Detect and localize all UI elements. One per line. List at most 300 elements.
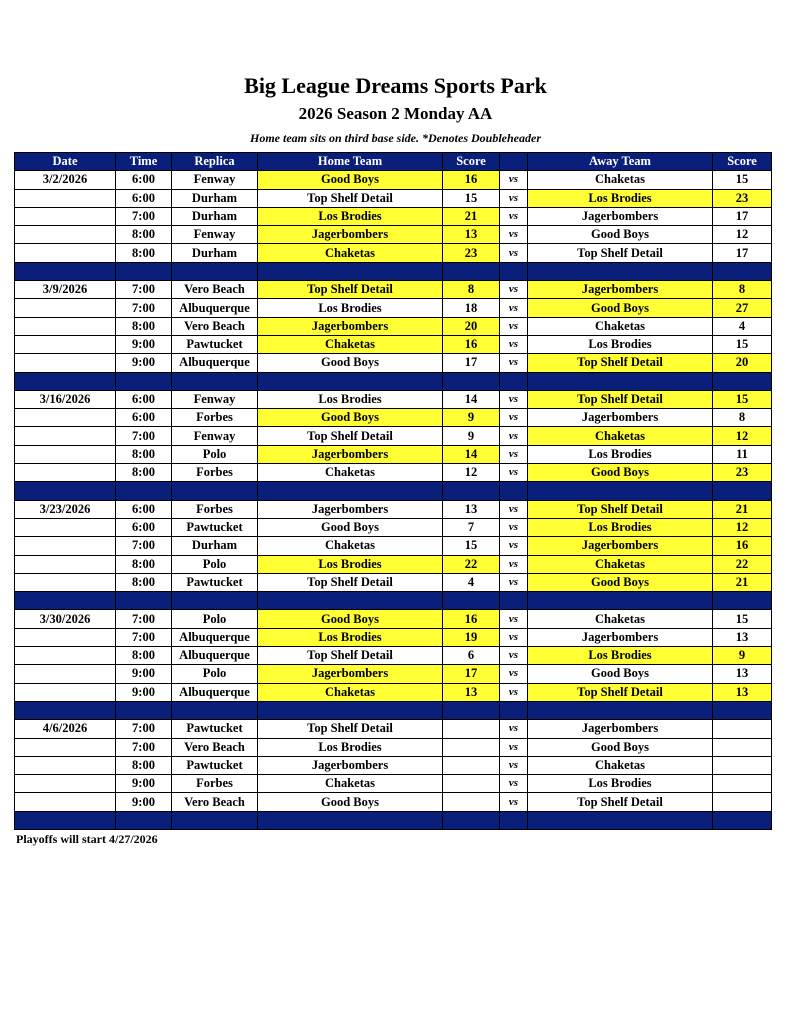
field-replica: Pawtucket: [172, 720, 258, 738]
separator-cell: [258, 592, 443, 610]
field-replica: Forbes: [172, 464, 258, 482]
away-score: [713, 738, 772, 756]
field-replica: Albuquerque: [172, 299, 258, 317]
away-score: 13: [713, 683, 772, 701]
away-score: [713, 720, 772, 738]
separator-cell: [172, 592, 258, 610]
away-team: Chaketas: [528, 756, 713, 774]
game-time: 6:00: [116, 189, 172, 207]
home-score: [443, 720, 500, 738]
schedule-note: Home team sits on third base side. *Denotes Doubleheader: [250, 131, 541, 145]
game-row: [15, 464, 772, 482]
home-score: 20: [443, 317, 500, 335]
game-date: 3/9/2026: [15, 281, 116, 299]
game-time: 6:00: [116, 518, 172, 536]
home-team: Jagerbombers: [258, 317, 443, 335]
game-row: [15, 500, 772, 518]
game-time: 8:00: [116, 555, 172, 573]
field-replica: Vero Beach: [172, 738, 258, 756]
away-score: 15: [713, 335, 772, 353]
field-replica: Forbes: [172, 500, 258, 518]
away-team: Top Shelf Detail: [528, 354, 713, 372]
away-team: Jagerbombers: [528, 720, 713, 738]
game-date: [15, 756, 116, 774]
away-team: Top Shelf Detail: [528, 683, 713, 701]
away-team: Los Brodies: [528, 335, 713, 353]
game-date: 3/23/2026: [15, 500, 116, 518]
away-score: 13: [713, 665, 772, 683]
game-time: 7:00: [116, 720, 172, 738]
away-score: 16: [713, 537, 772, 555]
away-score: 17: [713, 244, 772, 262]
game-time: 7:00: [116, 628, 172, 646]
away-team: Chaketas: [528, 317, 713, 335]
separator-cell: [713, 482, 772, 500]
game-time: 7:00: [116, 281, 172, 299]
game-time: 7:00: [116, 207, 172, 225]
away-score: 15: [713, 171, 772, 189]
vs-label: vs: [500, 500, 528, 518]
home-score: [443, 793, 500, 811]
game-time: 9:00: [116, 354, 172, 372]
away-team: Good Boys: [528, 738, 713, 756]
field-replica: Forbes: [172, 775, 258, 793]
home-score: 23: [443, 244, 500, 262]
game-row: [15, 427, 772, 445]
away-team: Chaketas: [528, 171, 713, 189]
field-replica: Albuquerque: [172, 628, 258, 646]
home-score: 13: [443, 683, 500, 701]
home-score: 9: [443, 409, 500, 427]
game-time: 8:00: [116, 464, 172, 482]
game-time: 9:00: [116, 775, 172, 793]
field-replica: Polo: [172, 445, 258, 463]
game-date: [15, 427, 116, 445]
game-time: 8:00: [116, 244, 172, 262]
field-replica: Durham: [172, 244, 258, 262]
field-replica: Fenway: [172, 390, 258, 408]
game-time: 9:00: [116, 793, 172, 811]
game-time: 8:00: [116, 573, 172, 591]
col-away-score: Score: [713, 153, 772, 171]
home-score: [443, 775, 500, 793]
game-date: 3/2/2026: [15, 171, 116, 189]
home-score: 7: [443, 518, 500, 536]
game-row: [15, 207, 772, 225]
home-team: Jagerbombers: [258, 226, 443, 244]
game-row: [15, 793, 772, 811]
game-date: [15, 647, 116, 665]
home-score: 6: [443, 647, 500, 665]
game-row: [15, 189, 772, 207]
away-score: [713, 756, 772, 774]
away-team: Top Shelf Detail: [528, 500, 713, 518]
home-score: 13: [443, 500, 500, 518]
game-date: [15, 409, 116, 427]
home-score: 16: [443, 335, 500, 353]
separator-cell: [258, 372, 443, 390]
away-score: 21: [713, 500, 772, 518]
away-team: Los Brodies: [528, 189, 713, 207]
game-row: [15, 665, 772, 683]
away-team: Los Brodies: [528, 518, 713, 536]
separator-cell: [500, 372, 528, 390]
away-team: Good Boys: [528, 464, 713, 482]
separator-cell: [15, 372, 116, 390]
home-team: Top Shelf Detail: [258, 281, 443, 299]
separator-cell: [15, 592, 116, 610]
game-date: [15, 189, 116, 207]
game-row: [15, 720, 772, 738]
away-team: Jagerbombers: [528, 409, 713, 427]
home-score: 16: [443, 171, 500, 189]
home-team: Top Shelf Detail: [258, 427, 443, 445]
vs-label: vs: [500, 665, 528, 683]
away-team: Chaketas: [528, 610, 713, 628]
vs-label: vs: [500, 409, 528, 427]
home-team: Los Brodies: [258, 207, 443, 225]
field-replica: Albuquerque: [172, 354, 258, 372]
home-score: 14: [443, 390, 500, 408]
home-team: Los Brodies: [258, 390, 443, 408]
week-separator: [15, 372, 772, 390]
away-score: 9: [713, 647, 772, 665]
vs-label: vs: [500, 775, 528, 793]
home-team: Los Brodies: [258, 738, 443, 756]
vs-label: vs: [500, 647, 528, 665]
away-team: Jagerbombers: [528, 628, 713, 646]
game-row: [15, 317, 772, 335]
game-time: 9:00: [116, 665, 172, 683]
game-date: [15, 299, 116, 317]
vs-label: vs: [500, 464, 528, 482]
game-row: [15, 683, 772, 701]
field-replica: Fenway: [172, 171, 258, 189]
vs-label: vs: [500, 171, 528, 189]
separator-cell: [528, 482, 713, 500]
separator-cell: [172, 811, 258, 829]
separator-cell: [500, 482, 528, 500]
vs-label: vs: [500, 537, 528, 555]
home-team: Los Brodies: [258, 299, 443, 317]
home-team: Top Shelf Detail: [258, 573, 443, 591]
away-team: Chaketas: [528, 427, 713, 445]
separator-cell: [116, 811, 172, 829]
vs-label: vs: [500, 610, 528, 628]
game-row: [15, 409, 772, 427]
home-score: 15: [443, 189, 500, 207]
field-replica: Pawtucket: [172, 573, 258, 591]
game-date: [15, 665, 116, 683]
game-row: [15, 354, 772, 372]
away-team: Good Boys: [528, 226, 713, 244]
vs-label: vs: [500, 683, 528, 701]
field-replica: Vero Beach: [172, 317, 258, 335]
game-row: [15, 756, 772, 774]
vs-label: vs: [500, 299, 528, 317]
separator-cell: [15, 811, 116, 829]
schedule-table: [14, 152, 772, 830]
separator-cell: [500, 262, 528, 280]
separator-cell: [258, 482, 443, 500]
page-title: Big League Dreams Sports Park: [244, 73, 547, 98]
separator-cell: [116, 592, 172, 610]
field-replica: Vero Beach: [172, 793, 258, 811]
away-score: 4: [713, 317, 772, 335]
away-score: 15: [713, 390, 772, 408]
vs-label: vs: [500, 335, 528, 353]
game-time: 8:00: [116, 226, 172, 244]
home-score: [443, 756, 500, 774]
home-team: Jagerbombers: [258, 500, 443, 518]
game-date: [15, 464, 116, 482]
game-date: [15, 628, 116, 646]
home-team: Chaketas: [258, 537, 443, 555]
home-score: 8: [443, 281, 500, 299]
col-home-team: Home Team: [258, 153, 443, 171]
away-score: 12: [713, 226, 772, 244]
away-score: 8: [713, 409, 772, 427]
game-row: [15, 299, 772, 317]
game-date: [15, 793, 116, 811]
vs-label: vs: [500, 390, 528, 408]
game-date: [15, 683, 116, 701]
field-replica: Polo: [172, 610, 258, 628]
separator-cell: [443, 811, 500, 829]
game-time: 8:00: [116, 647, 172, 665]
home-team: Good Boys: [258, 610, 443, 628]
separator-cell: [258, 701, 443, 719]
vs-label: vs: [500, 573, 528, 591]
season-subtitle: 2026 Season 2 Monday AA: [298, 104, 493, 123]
field-replica: Forbes: [172, 409, 258, 427]
game-row: [15, 244, 772, 262]
header-row: [15, 153, 772, 171]
separator-cell: [443, 701, 500, 719]
away-score: 27: [713, 299, 772, 317]
separator-cell: [713, 592, 772, 610]
field-replica: Pawtucket: [172, 756, 258, 774]
game-time: 8:00: [116, 445, 172, 463]
game-time: 7:00: [116, 299, 172, 317]
home-team: Good Boys: [258, 354, 443, 372]
vs-label: vs: [500, 628, 528, 646]
game-date: [15, 244, 116, 262]
vs-label: vs: [500, 281, 528, 299]
game-date: 3/16/2026: [15, 390, 116, 408]
separator-cell: [528, 701, 713, 719]
away-team: Los Brodies: [528, 445, 713, 463]
vs-label: vs: [500, 207, 528, 225]
field-replica: Pawtucket: [172, 518, 258, 536]
field-replica: Fenway: [172, 226, 258, 244]
game-date: [15, 555, 116, 573]
game-time: 7:00: [116, 537, 172, 555]
home-team: Jagerbombers: [258, 445, 443, 463]
week-separator: [15, 811, 772, 829]
separator-cell: [500, 811, 528, 829]
away-score: 13: [713, 628, 772, 646]
field-replica: Durham: [172, 189, 258, 207]
game-row: [15, 738, 772, 756]
home-score: 21: [443, 207, 500, 225]
away-score: 21: [713, 573, 772, 591]
field-replica: Albuquerque: [172, 647, 258, 665]
game-row: [15, 537, 772, 555]
away-team: Jagerbombers: [528, 537, 713, 555]
field-replica: Vero Beach: [172, 281, 258, 299]
game-row: [15, 518, 772, 536]
separator-cell: [116, 482, 172, 500]
away-team: Los Brodies: [528, 775, 713, 793]
game-time: 6:00: [116, 390, 172, 408]
separator-cell: [15, 701, 116, 719]
game-time: 9:00: [116, 335, 172, 353]
week-separator: [15, 701, 772, 719]
separator-cell: [258, 262, 443, 280]
game-row: [15, 281, 772, 299]
home-team: Chaketas: [258, 775, 443, 793]
game-date: [15, 317, 116, 335]
separator-cell: [15, 262, 116, 280]
game-row: [15, 390, 772, 408]
home-score: 15: [443, 537, 500, 555]
col-replica: Replica: [172, 153, 258, 171]
game-row: [15, 573, 772, 591]
game-time: 7:00: [116, 427, 172, 445]
field-replica: Durham: [172, 207, 258, 225]
home-score: 17: [443, 665, 500, 683]
home-team: Good Boys: [258, 171, 443, 189]
home-score: 19: [443, 628, 500, 646]
home-team: Chaketas: [258, 683, 443, 701]
home-score: 12: [443, 464, 500, 482]
away-team: Top Shelf Detail: [528, 244, 713, 262]
game-date: [15, 445, 116, 463]
away-team: Top Shelf Detail: [528, 390, 713, 408]
separator-cell: [528, 262, 713, 280]
game-date: [15, 738, 116, 756]
game-date: 4/6/2026: [15, 720, 116, 738]
col-time: Time: [116, 153, 172, 171]
home-team: Jagerbombers: [258, 665, 443, 683]
playoffs-note: Playoffs will start 4/27/2026: [16, 832, 158, 846]
away-score: [713, 775, 772, 793]
game-row: [15, 335, 772, 353]
away-score: 23: [713, 464, 772, 482]
home-score: 13: [443, 226, 500, 244]
away-team: Jagerbombers: [528, 207, 713, 225]
home-team: Top Shelf Detail: [258, 720, 443, 738]
game-date: [15, 354, 116, 372]
field-replica: Fenway: [172, 427, 258, 445]
away-team: Good Boys: [528, 573, 713, 591]
game-time: 8:00: [116, 317, 172, 335]
away-team: Good Boys: [528, 299, 713, 317]
separator-cell: [443, 482, 500, 500]
separator-cell: [528, 592, 713, 610]
home-score: 22: [443, 555, 500, 573]
separator-cell: [443, 372, 500, 390]
game-date: [15, 335, 116, 353]
field-replica: Polo: [172, 665, 258, 683]
game-date: [15, 775, 116, 793]
away-score: 15: [713, 610, 772, 628]
vs-label: vs: [500, 427, 528, 445]
vs-label: vs: [500, 189, 528, 207]
separator-cell: [172, 701, 258, 719]
separator-cell: [172, 372, 258, 390]
home-team: Top Shelf Detail: [258, 647, 443, 665]
separator-cell: [443, 592, 500, 610]
vs-label: vs: [500, 226, 528, 244]
col-date: Date: [15, 153, 116, 171]
home-team: Los Brodies: [258, 628, 443, 646]
col-vs: [500, 153, 528, 171]
game-time: 6:00: [116, 409, 172, 427]
week-separator: [15, 592, 772, 610]
home-team: Good Boys: [258, 409, 443, 427]
home-team: Chaketas: [258, 335, 443, 353]
home-score: 4: [443, 573, 500, 591]
game-date: 3/30/2026: [15, 610, 116, 628]
home-score: [443, 738, 500, 756]
separator-cell: [116, 262, 172, 280]
field-replica: Polo: [172, 555, 258, 573]
home-score: 14: [443, 445, 500, 463]
game-date: [15, 518, 116, 536]
separator-cell: [500, 701, 528, 719]
separator-cell: [258, 811, 443, 829]
home-score: 17: [443, 354, 500, 372]
game-time: 9:00: [116, 683, 172, 701]
separator-cell: [713, 372, 772, 390]
vs-label: vs: [500, 756, 528, 774]
separator-cell: [528, 372, 713, 390]
home-team: Chaketas: [258, 464, 443, 482]
separator-cell: [116, 372, 172, 390]
away-score: 22: [713, 555, 772, 573]
separator-cell: [172, 482, 258, 500]
game-row: [15, 610, 772, 628]
week-separator: [15, 482, 772, 500]
home-team: Chaketas: [258, 244, 443, 262]
home-team: Good Boys: [258, 518, 443, 536]
field-replica: Durham: [172, 537, 258, 555]
home-team: Los Brodies: [258, 555, 443, 573]
game-row: [15, 445, 772, 463]
game-date: [15, 226, 116, 244]
separator-cell: [500, 592, 528, 610]
game-date: [15, 573, 116, 591]
game-time: 6:00: [116, 171, 172, 189]
col-away-team: Away Team: [528, 153, 713, 171]
away-team: Chaketas: [528, 555, 713, 573]
game-row: [15, 171, 772, 189]
home-team: Jagerbombers: [258, 756, 443, 774]
game-row: [15, 775, 772, 793]
game-row: [15, 628, 772, 646]
vs-label: vs: [500, 555, 528, 573]
game-date: [15, 207, 116, 225]
vs-label: vs: [500, 354, 528, 372]
home-score: 18: [443, 299, 500, 317]
vs-label: vs: [500, 244, 528, 262]
game-time: 6:00: [116, 500, 172, 518]
vs-label: vs: [500, 793, 528, 811]
vs-label: vs: [500, 518, 528, 536]
field-replica: Pawtucket: [172, 335, 258, 353]
